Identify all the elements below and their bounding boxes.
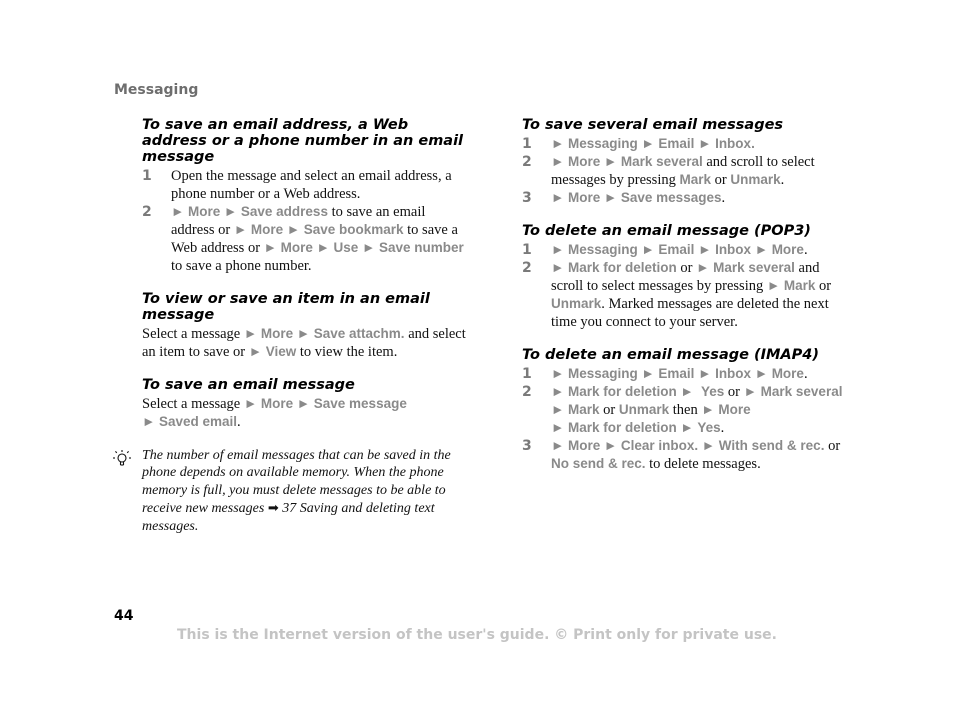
- delete-pop3-section: [522, 223, 852, 331]
- menu-email: Email: [658, 366, 695, 381]
- menu-no-send-rec: No send & rec.: [551, 456, 646, 471]
- menu-messaging: Messaging: [568, 242, 638, 257]
- step-number: 2: [142, 204, 152, 220]
- save-address-section: [142, 117, 472, 275]
- arrow-icon: ►: [286, 222, 301, 237]
- menu-inbox: Inbox: [715, 366, 752, 381]
- step-text: .: [803, 366, 808, 382]
- menu-clear-inbox: Clear inbox.: [620, 438, 699, 453]
- arrow-icon: ►: [243, 326, 258, 341]
- right-column: [522, 117, 852, 489]
- tip-text-part: .: [194, 518, 199, 534]
- step: [522, 153, 852, 189]
- para-text: Select a message: [142, 326, 244, 342]
- arrow-icon: ►: [233, 222, 248, 237]
- menu-unmark: Unmark: [551, 296, 602, 311]
- arrow-icon: ►: [223, 204, 238, 219]
- arrow-icon: ►: [551, 384, 565, 399]
- arrow-icon: ►: [680, 420, 694, 435]
- menu-save-address: Save address: [240, 204, 328, 219]
- arrow-icon: ►: [603, 154, 618, 169]
- step-number: 2: [522, 384, 532, 400]
- step: [522, 135, 852, 153]
- save-message-heading: To save an email message: [142, 377, 355, 393]
- step: [142, 203, 472, 275]
- arrow-icon: ►: [551, 260, 565, 275]
- arrow-icon: ►: [551, 402, 565, 417]
- arrow-icon: ►: [743, 384, 758, 399]
- section-title: Messaging: [114, 82, 199, 98]
- step-text: or: [676, 260, 697, 276]
- step-number: 2: [522, 154, 532, 170]
- step-text: to save a phone number.: [171, 258, 312, 274]
- step-text: or: [824, 438, 841, 454]
- arrow-icon: ►: [296, 326, 311, 341]
- arrow-icon: ►: [551, 438, 565, 453]
- step-text: to delete messages.: [645, 456, 761, 472]
- arrow-icon: ►: [551, 420, 565, 435]
- arrow-icon: ►: [698, 242, 712, 257]
- save-address-heading: To save an email address, a Web address or a phone number in an email message: [142, 117, 464, 165]
- menu-unmark: Unmark: [618, 402, 670, 417]
- arrow-icon: ►: [551, 190, 565, 205]
- tip-text: [142, 447, 472, 535]
- menu-mark-for-deletion: Mark for deletion: [568, 384, 677, 399]
- step-text: or: [724, 384, 744, 400]
- step-text: .: [720, 420, 725, 436]
- step: [142, 167, 472, 203]
- reference-arrow-icon: ➡: [267, 500, 279, 516]
- arrow-icon: ►: [641, 136, 655, 151]
- arrow-icon: ►: [316, 240, 330, 255]
- menu-mark-several: Mark several: [760, 384, 843, 399]
- step: [522, 437, 852, 473]
- step: [522, 189, 852, 207]
- step-text: .: [803, 242, 808, 258]
- arrow-icon: ►: [680, 384, 694, 399]
- menu-inbox: Inbox: [715, 242, 752, 257]
- page-reference[interactable]: 37 Saving and deleting text messages: [142, 501, 435, 534]
- delete-imap4-section: [522, 347, 852, 473]
- menu-save-number: Save number: [378, 240, 464, 255]
- save-several-section: [522, 117, 852, 207]
- arrow-icon: ►: [551, 154, 565, 169]
- delete-pop3-heading: To delete an email message (POP3): [522, 223, 811, 239]
- menu-save-attachm: Save attachm.: [313, 326, 405, 341]
- menu-mark: Mark: [568, 402, 600, 417]
- menu-saved-email: Saved email: [159, 414, 238, 429]
- arrow-icon: ►: [701, 438, 716, 453]
- view-item-section: [142, 291, 472, 361]
- save-message-section: [142, 377, 472, 431]
- menu-mark-several: Mark several: [620, 154, 703, 169]
- arrow-icon: ►: [263, 240, 278, 255]
- step-text: to save a Web address or: [171, 222, 458, 256]
- menu-more: More: [568, 438, 601, 453]
- menu-more: More: [771, 242, 804, 257]
- arrow-icon: ►: [551, 136, 565, 151]
- menu-more: More: [280, 240, 313, 255]
- step-number: 1: [142, 168, 152, 184]
- menu-mark-several: Mark several: [713, 260, 795, 275]
- menu-with-send-rec: With send & rec.: [718, 438, 825, 453]
- para-text: to view the item.: [296, 344, 398, 360]
- menu-save-bookmark: Save bookmark: [303, 222, 404, 237]
- arrow-icon: ►: [551, 366, 565, 381]
- menu-unmark: Unmark: [730, 172, 781, 187]
- step-number: 1: [522, 366, 532, 382]
- menu-email: Email: [658, 242, 695, 257]
- arrow-icon: ►: [603, 438, 618, 453]
- view-item-heading: To view or save an item in an email message: [142, 291, 430, 323]
- step-number: 3: [522, 190, 532, 206]
- punctuation: .: [751, 136, 755, 151]
- arrow-icon: ►: [361, 240, 376, 255]
- footer-notice: This is the Internet version of the user's guide. © Print only for private use.: [177, 627, 777, 643]
- step-text: .: [721, 190, 726, 206]
- step-text: .: [780, 172, 785, 188]
- menu-save-message: Save message: [313, 396, 407, 411]
- menu-more: More: [188, 204, 221, 219]
- save-several-heading: To save several email messages: [522, 117, 784, 133]
- arrow-icon: ►: [248, 344, 263, 359]
- menu-use: Use: [333, 240, 359, 255]
- step-text: Open the message and select an email address, a phone number or a Web address.: [171, 168, 452, 202]
- step-text: or: [599, 402, 619, 418]
- step-number: 3: [522, 438, 532, 454]
- para-text: and select an item to save or: [142, 326, 466, 360]
- menu-yes: Yes: [701, 384, 725, 399]
- tip-text-part: The number of email messages that can be saved in the phone depends on available memory. When the phone memory is full, you must delete messages to be able to receive new messages: [142, 448, 451, 517]
- menu-save-messages: Save messages: [620, 190, 722, 205]
- menu-mark: Mark: [783, 278, 816, 293]
- menu-inbox: Inbox: [715, 136, 752, 151]
- arrow-icon: ►: [641, 242, 655, 257]
- arrow-icon: ►: [243, 396, 258, 411]
- arrow-icon: ►: [698, 136, 712, 151]
- arrow-icon: ►: [142, 414, 156, 429]
- menu-mark-for-deletion: Mark for deletion: [568, 260, 677, 275]
- step-number: 1: [522, 136, 532, 152]
- arrow-icon: ►: [696, 260, 710, 275]
- step-text: or: [815, 278, 832, 294]
- menu-more: More: [568, 190, 601, 205]
- delete-imap4-heading: To delete an email message (IMAP4): [522, 347, 820, 363]
- step-number: 2: [522, 260, 532, 276]
- menu-view: View: [265, 344, 297, 359]
- step-text: to save an email address or: [171, 204, 426, 238]
- menu-more: More: [718, 402, 751, 417]
- menu-more: More: [771, 366, 804, 381]
- step-text: and scroll to select messages by pressing: [551, 260, 820, 294]
- menu-more: More: [568, 154, 601, 169]
- step-text: and scroll to select messages by pressing: [551, 154, 815, 188]
- arrow-icon: ►: [171, 204, 185, 219]
- arrow-icon: ►: [551, 242, 565, 257]
- menu-more: More: [260, 326, 294, 341]
- arrow-icon: ►: [766, 278, 781, 293]
- arrow-icon: ►: [701, 402, 715, 417]
- paragraph: [142, 395, 472, 431]
- step-text: . Marked messages are deleted the next time you connect to your server.: [551, 296, 829, 330]
- step-text: then: [669, 402, 702, 418]
- arrow-icon: ►: [698, 366, 712, 381]
- step: [522, 365, 852, 383]
- step: [522, 241, 852, 259]
- para-text: Select a message: [142, 396, 244, 412]
- menu-email: Email: [658, 136, 695, 151]
- menu-mark-for-deletion: Mark for deletion: [568, 420, 677, 435]
- arrow-icon: ►: [641, 366, 655, 381]
- menu-mark: Mark: [679, 172, 711, 187]
- menu-messaging: Messaging: [568, 136, 638, 151]
- step: [522, 383, 852, 437]
- arrow-icon: ►: [603, 190, 618, 205]
- menu-yes: Yes: [697, 420, 721, 435]
- step-number: 1: [522, 242, 532, 258]
- paragraph: [142, 325, 472, 361]
- para-text: .: [237, 414, 241, 430]
- step-text: or: [710, 172, 731, 188]
- arrow-icon: ►: [754, 366, 769, 381]
- menu-more: More: [260, 396, 294, 411]
- menu-more: More: [250, 222, 284, 237]
- arrow-icon: ►: [296, 396, 311, 411]
- page-number: 44: [114, 608, 134, 624]
- step: [522, 259, 852, 331]
- tip-note: [142, 447, 472, 535]
- menu-messaging: Messaging: [568, 366, 638, 381]
- arrow-icon: ►: [754, 242, 769, 257]
- left-column: [142, 117, 472, 535]
- lightbulb-icon: [112, 449, 132, 469]
